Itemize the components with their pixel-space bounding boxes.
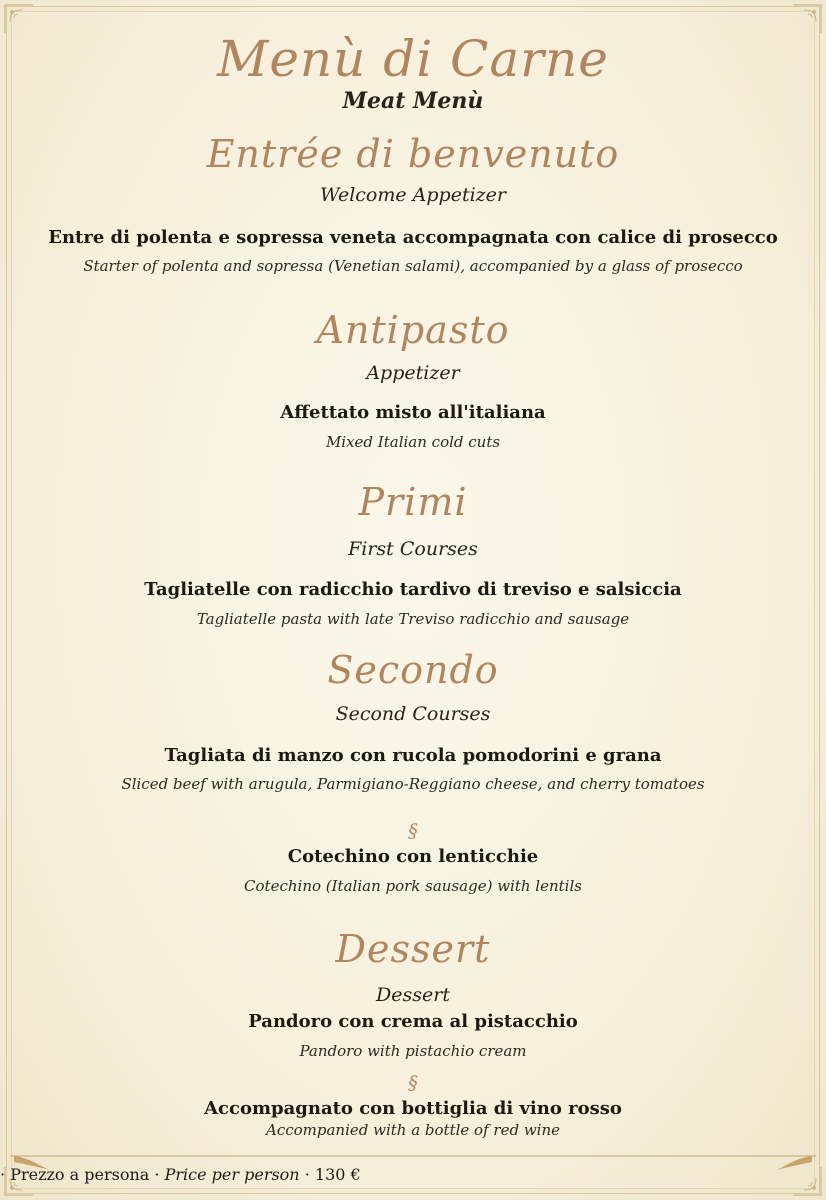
section-separator: §: [408, 820, 418, 842]
dish-name: Accompagnato con bottiglia di vino rosso: [204, 1098, 622, 1119]
footer-dot: ·: [304, 1165, 310, 1184]
price-value: 130 €: [314, 1165, 361, 1184]
section-title-entree: Entrée di benvenuto: [206, 132, 620, 176]
dish-description: Accompanied with a bottle of red wine: [265, 1121, 561, 1139]
section-title-antipasto: Antipasto: [316, 308, 510, 352]
dish-description: Tagliatelle pasta with late Treviso radicchio and sausage: [196, 610, 630, 628]
section-subtitle-primi: First Courses: [348, 538, 478, 560]
footer-dot: ·: [0, 1165, 6, 1184]
footer-label-en: Price per person: [164, 1165, 300, 1184]
dish-description: Starter of polenta and sopressa (Venetian salami), accompanied by a glass of prosecco: [83, 257, 743, 275]
section-title-dessert: Dessert: [335, 927, 491, 971]
section-title-primi: Primi: [358, 480, 468, 524]
footer-label-it: Prezzo a persona: [10, 1165, 150, 1184]
section-subtitle-secondo: Second Courses: [335, 703, 491, 725]
dish-name: Tagliatelle con radicchio tardivo di treviso e salsiccia: [144, 579, 682, 600]
dish-name: Cotechino con lenticchie: [287, 846, 539, 867]
dish-name: Affettato misto all'italiana: [280, 402, 546, 423]
dish-description: Pandoro with pistachio cream: [299, 1042, 527, 1060]
dish-description: Mixed Italian cold cuts: [325, 433, 501, 451]
section-subtitle-antipasto: Appetizer: [366, 362, 460, 384]
footer-dot: ·: [154, 1165, 160, 1184]
menu-title: Menù di Carne: [217, 30, 609, 88]
dish-description: Cotechino (Italian pork sausage) with lentils: [244, 877, 582, 895]
section-separator: §: [408, 1072, 418, 1094]
section-title-secondo: Secondo: [327, 648, 499, 692]
section-subtitle-dessert: Dessert: [376, 984, 450, 1006]
menu-subtitle: Meat Menù: [342, 88, 484, 114]
section-subtitle-entree: Welcome Appetizer: [319, 184, 507, 206]
dish-description: Sliced beef with arugula, Parmigiano-Reggiano cheese, and cherry tomatoes: [121, 775, 705, 793]
dish-name: Tagliata di manzo con rucola pomodorini e grana: [164, 745, 662, 766]
price-footer: [0, 1165, 826, 1184]
dish-name: Entre di polenta e sopressa veneta accompagnata con calice di prosecco: [48, 227, 778, 248]
dish-name: Pandoro con crema al pistacchio: [248, 1011, 578, 1032]
